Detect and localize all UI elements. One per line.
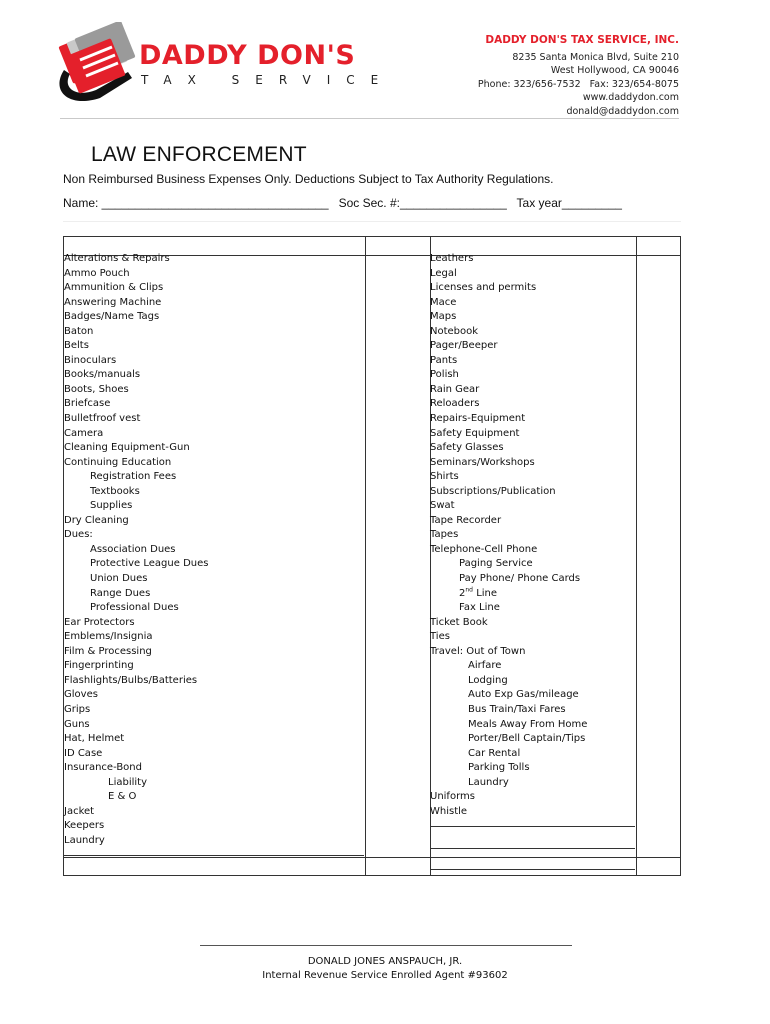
list-item: Maps bbox=[430, 311, 457, 323]
list-subitem: Car Rental bbox=[468, 747, 521, 759]
list-item: Ties bbox=[430, 631, 450, 643]
list-item: Grips bbox=[64, 703, 91, 715]
list-item: Shirts bbox=[430, 471, 459, 483]
header-divider bbox=[60, 118, 679, 119]
list-subitem: Lodging bbox=[468, 674, 508, 686]
list-item: Boots, Shoes bbox=[64, 383, 129, 395]
list-item: Ticket Book bbox=[430, 616, 488, 628]
list-item: Flashlights/Bulbs/Batteries bbox=[64, 674, 198, 686]
blank-row bbox=[64, 855, 364, 870]
list-item: Laundry bbox=[64, 834, 105, 846]
list-subitem: Laundry bbox=[468, 776, 509, 788]
list-item: Ear Protectors bbox=[64, 616, 135, 628]
list-item: Jacket bbox=[64, 805, 95, 817]
company-name: DADDY DON'S TAX SERVICE, INC. bbox=[485, 34, 679, 46]
list-item: Emblems/Insignia bbox=[64, 631, 153, 643]
agent-title: Internal Revenue Service Enrolled Agent #93602 bbox=[262, 970, 508, 981]
list-item: Repairs-Equipment bbox=[430, 413, 526, 425]
list-item: Hat, Helmet bbox=[64, 733, 125, 745]
list-subitem: Auto Exp Gas/mileage bbox=[468, 689, 579, 701]
list-item: Rain Gear bbox=[430, 383, 480, 395]
list-subitem: E & O bbox=[108, 791, 137, 803]
list-item: Polish bbox=[430, 369, 459, 381]
blank-row bbox=[430, 848, 635, 863]
second-line-suffix: nd bbox=[465, 586, 473, 594]
second-line-label: Line bbox=[476, 587, 498, 599]
list-item: Subscriptions/Publication bbox=[430, 485, 556, 497]
signature-line bbox=[200, 945, 572, 946]
list-item: Books/manuals bbox=[64, 369, 141, 381]
list-subitem: Registration Fees bbox=[90, 471, 177, 483]
name-ssn-year-line[interactable]: Name: __________________________________ Soc Sec. #:________________ Tax year_________ bbox=[63, 196, 622, 210]
second-line-number: 2 bbox=[459, 587, 466, 599]
form-subtitle: Non Reimbursed Business Expenses Only. Deductions Subject to Tax Authority Regulations. bbox=[63, 172, 554, 186]
list-item: Dry Cleaning bbox=[64, 514, 129, 526]
list-item: Binoculars bbox=[64, 354, 117, 366]
list-item: Reloaders bbox=[430, 398, 480, 410]
list-item: Licenses and permits bbox=[430, 282, 537, 294]
list-subitem: Protective League Dues bbox=[90, 558, 209, 570]
list-subitem: Union Dues bbox=[90, 573, 148, 585]
company-address-1: 8235 Santa Monica Blvd, Suite 210 bbox=[512, 51, 679, 63]
list-item: Alterations & Repairs bbox=[64, 253, 170, 264]
list-subitem: Supplies bbox=[90, 500, 133, 512]
list-item: Answering Machine bbox=[64, 296, 162, 308]
faint-divider bbox=[63, 221, 681, 222]
form-title: LAW ENFORCEMENT bbox=[91, 143, 307, 166]
list-item: Belts bbox=[64, 340, 89, 352]
list-subitem: Liability bbox=[108, 776, 147, 788]
list-item: Ammo Pouch bbox=[64, 267, 130, 279]
list-subitem: Bus Train/Taxi Fares bbox=[468, 703, 566, 715]
company-email: donald@daddydon.com bbox=[566, 105, 679, 117]
list-item: Gloves bbox=[64, 689, 98, 701]
list-item: Film & Processing bbox=[64, 645, 152, 657]
list-item: Ammunition & Clips bbox=[64, 282, 164, 294]
list-item: Pager/Beeper bbox=[430, 340, 498, 352]
list-subitem: Meals Away From Home bbox=[468, 718, 588, 730]
list-subitem: Porter/Bell Captain/Tips bbox=[468, 733, 586, 745]
list-item: Fingerprinting bbox=[64, 660, 134, 672]
list-item: Tapes bbox=[430, 529, 459, 541]
list-item: Keepers bbox=[64, 820, 105, 832]
list-item: Cleaning Equipment-Gun bbox=[64, 442, 190, 454]
list-item: Notebook bbox=[430, 325, 479, 337]
list-item: Pants bbox=[430, 354, 458, 366]
list-subitem: Pay Phone/ Phone Cards bbox=[459, 573, 581, 585]
list-item: ID Case bbox=[64, 747, 103, 759]
list-item: Tape Recorder bbox=[430, 514, 502, 526]
company-info bbox=[478, 34, 679, 119]
list-item: Leathers bbox=[430, 253, 474, 264]
list-item: Mace bbox=[430, 296, 457, 308]
list-item: Briefcase bbox=[64, 398, 111, 410]
list-item: Camera bbox=[64, 427, 104, 439]
list-item: Uniforms bbox=[430, 791, 475, 803]
list-subitem: Textbooks bbox=[90, 485, 140, 497]
list-item: Baton bbox=[64, 325, 94, 337]
company-phone: Phone: 323/656-7532 Fax: 323/654-8075 bbox=[477, 78, 679, 90]
blank-row bbox=[430, 826, 635, 841]
list-subitem: Range Dues bbox=[90, 587, 151, 599]
list-item: Whistle bbox=[430, 805, 468, 817]
list-subitem-second-line bbox=[430, 587, 635, 602]
agent-name: DONALD JONES ANSPAUCH, JR. bbox=[307, 956, 463, 967]
list-item: Dues: bbox=[64, 529, 93, 541]
column-divider bbox=[365, 237, 366, 875]
list-item: Continuing Education bbox=[64, 456, 172, 468]
list-subitem: Parking Tolls bbox=[468, 762, 530, 774]
brand-name: DADDY DON'S bbox=[139, 40, 356, 71]
brand-subtitle: TAX SERVICE bbox=[141, 73, 395, 87]
list-item: Telephone-Cell Phone bbox=[430, 543, 538, 555]
list-subitem: Paging Service bbox=[459, 558, 533, 570]
list-item: Safety Glasses bbox=[430, 442, 504, 454]
column-divider bbox=[636, 237, 637, 875]
list-item: Bulletfroof vest bbox=[64, 413, 141, 425]
blank-row bbox=[430, 869, 635, 884]
list-item: Safety Equipment bbox=[430, 427, 520, 439]
list-item: Legal bbox=[430, 267, 457, 279]
list-item: Seminars/Workshops bbox=[430, 456, 535, 468]
logo-icon bbox=[58, 22, 135, 101]
list-subitem: Airfare bbox=[468, 660, 502, 672]
list-item: Badges/Name Tags bbox=[64, 311, 160, 323]
company-website: www.daddydon.com bbox=[582, 92, 679, 104]
list-item: Travel: Out of Town bbox=[430, 645, 526, 657]
list-item: Insurance-Bond bbox=[64, 762, 142, 774]
company-address-2: West Hollywood, CA 90046 bbox=[550, 65, 679, 77]
list-item: Guns bbox=[64, 718, 90, 730]
list-subitem: Professional Dues bbox=[90, 602, 179, 614]
right-expense-list bbox=[430, 252, 635, 884]
list-subitem: Fax Line bbox=[459, 602, 500, 614]
list-subitem: Association Dues bbox=[90, 543, 176, 555]
list-item: Swat bbox=[430, 500, 455, 512]
left-expense-list bbox=[64, 252, 364, 870]
